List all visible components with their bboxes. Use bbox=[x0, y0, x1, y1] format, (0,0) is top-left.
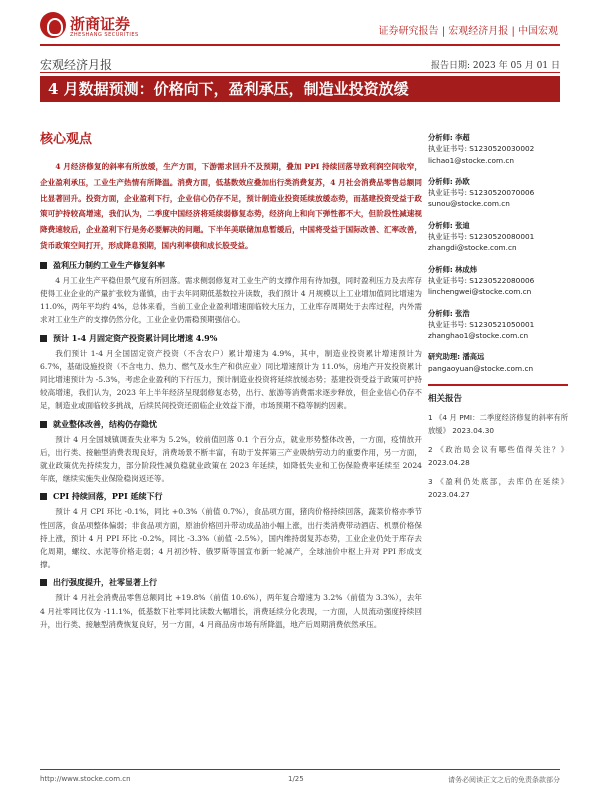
report-category-nav: 证券研究报告 | 宏观经济月报 | 中国宏观 bbox=[378, 26, 558, 37]
square-bullet-icon bbox=[40, 579, 47, 586]
analyst-card: 分析师: 孙欧 执业证书号: S1230520070006 sunou@stocke.com.cn bbox=[428, 176, 568, 210]
section-body: 预计 4 月全国城镇调查失业率为 5.2%，较前值回落 0.1 个百分点，就业形势整体改善，一方面，疫情放开后，出行类、接触型消费表现良好，消费场景不断丰富，有助于发挥第三产业吸纳劳动力的重要作用，另一方面，就业政策优先持续发力，部分阶段性减负稳就业政策在 2023 年延续，如降低失业和工伤保险费率延续至 2024 年底，继续实施失业保险稳岗返还等。 bbox=[40, 434, 422, 484]
header-divider bbox=[40, 44, 560, 46]
section bbox=[40, 576, 422, 631]
analyst-email[interactable]: lichao1@stocke.com.cn bbox=[428, 155, 515, 165]
related-report-link[interactable]: 3 《盈利仍处底部，去库仍在延续》 2023.04.27 bbox=[428, 477, 568, 500]
title-divider bbox=[40, 72, 560, 73]
related-reports bbox=[428, 384, 568, 501]
section-heading: 出行强度提升，社零显著上行 bbox=[40, 576, 422, 589]
analyst-email[interactable]: linchengwei@stocke.com.cn bbox=[428, 287, 532, 297]
analyst-email[interactable]: sunou@stocke.com.cn bbox=[428, 199, 510, 209]
disclaimer-note: 请务必阅读正文之后的免责条款部分 bbox=[448, 776, 560, 784]
section bbox=[40, 418, 422, 486]
footer-divider bbox=[40, 769, 560, 770]
related-report-link[interactable]: 2 《政治局会议有哪些值得关注？》 2023.04.28 bbox=[428, 445, 568, 468]
report-date: 报告日期: 2023 年 05 月 01 日 bbox=[430, 61, 560, 71]
section-body: 我们预计 1-4 月全国固定资产投资（不含农户）累计增速为 4.9%，其中，制造业投资累计增速预计为 6.7%，基础设施投资（不含电力、热力、燃气及水生产和供应业）同比增速预计为 11.0%，房地产开发投资累计同比增速预计为 -5.3%，考虑企业盈利的下行压力，预计制造业投资将延续放缓态势；基建投资受益于政策可护持较高增速，我们认为，2023 年上半年经济呈现弱修复态势，出行、旅游等消费需求逐步释放，但企业信心仍存不足，制造业或面临较多挑战，后续民间投资还面临企业效益下滑，市场预期不稳等制约因素。 bbox=[40, 348, 422, 411]
analyst-card: 分析师: 张浩 执业证书号: S1230521050001 zhanghao1@stocke.com.cn bbox=[428, 308, 568, 342]
sidebar bbox=[428, 132, 568, 507]
related-heading: 相关报告 bbox=[428, 394, 463, 405]
core-summary: 4 月经济修复的斜率有所放缓，生产方面，下游需求回升不及预期，叠加 PPI 持续回落导致利润空间收窄，企业盈利承压，工业生产热情有所降温。消费方面，低基数效应叠加出行类消费复苏，4 月社会消费品零售总额同比显著回升。投资方面，企业盈利下行，企业信心仍存不足，预计制造业投资延续放缓态势，而基建投资受益于政策可护持较高增速，我们认为，二季度中国经济将延续弱修复态势，经济向上和向下弹性都不大，但阶段性减速视降费速较后，企业盈利下行是务必要解决的问题。下半年美联储加息暂缓后，中国将受益于国际改善、汇率改善，货币政策空间打开，形成降息预期，国内利率债和成长股受益。 bbox=[40, 162, 422, 250]
analyst-card: 研究助理: 潘高远 pangaoyuan@stocke.com.cn bbox=[428, 351, 568, 374]
logo-text: 浙商证券 bbox=[70, 15, 131, 33]
square-bullet-icon bbox=[40, 335, 47, 342]
section bbox=[40, 490, 422, 571]
core-heading: 核心观点 bbox=[40, 132, 93, 147]
logo-subtext: ZHESHANG SECURITIES bbox=[70, 32, 139, 38]
logo-icon bbox=[40, 12, 66, 38]
analyst-email[interactable]: zhangdi@stocke.com.cn bbox=[428, 243, 517, 253]
section-heading: 预计 1-4 月固定资产投资累计同比增速 4.9% bbox=[40, 332, 422, 345]
report-title: 4 月数据预测：价格向下，盈利承压，制造业投资放缓 bbox=[40, 76, 560, 102]
square-bullet-icon bbox=[40, 493, 47, 500]
analyst-card: 分析师: 林成炜 执业证书号: S1230522080006 linchengwei@stocke.com.cn bbox=[428, 264, 568, 298]
main-content bbox=[40, 128, 422, 631]
analyst-card: 分析师: 李超 执业证书号: S1230520030002 lichao1@stocke.com.cn bbox=[428, 132, 568, 166]
analyst-card: 分析师: 张迪 执业证书号: S1230520080001 zhangdi@stocke.com.cn bbox=[428, 220, 568, 254]
footer-url[interactable]: http://www.stocke.com.cn bbox=[40, 775, 131, 783]
section-heading: 就业整体改善，结构仍存隐忧 bbox=[40, 418, 422, 431]
section bbox=[40, 259, 422, 327]
report-type: 宏观经济月报 bbox=[40, 58, 113, 72]
company-logo bbox=[40, 12, 160, 44]
analyst-email[interactable]: pangaoyuan@stocke.com.cn bbox=[428, 363, 534, 373]
page-number: 1/25 bbox=[288, 775, 304, 783]
analyst-email[interactable]: zhanghao1@stocke.com.cn bbox=[428, 331, 529, 341]
section-body: 预计 4 月 CPI 环比 -0.1%，同比 +0.3%（前值 0.7%），食品项方面，猪肉价格持续回落，蔬菜价格亦季节性回落，食品项整体偏弱；非食品项方面，原油价格回升带动成品油小幅上涨，出行类消费带动酒店、机票价格保持上涨，预计 4 月 PPI 环比 -0.2%，同比 -3.3%（前值 -2.5%），国内维持弱复苏态势，工业企业仍处于库存去化周期，螺纹、水泥等价格走弱；4 月初沙特、俄罗斯等国宣布新一轮减产，全球油价中枢上升对 PPI 形成支撑。 bbox=[40, 507, 422, 570]
square-bullet-icon bbox=[40, 421, 47, 428]
section-body: 4 月工业生产平稳但景气度有所回落。需求侧弱修复对工业生产的支撑作用有待加强，同时盈利压力及去库存使得工业企业的产量扩张较为谨慎，由于去年同期低基数拉升读数，我们预计 4 月规模以上工业增加值同比增速为 11.0%，两年平均约 4%，总体来看，当前工业企业盈利增速面临较大压力，工业库存周期处于去库过程，内外需求对工业生产的支撑仍然分化，工业企业仍需稳预期强信心。 bbox=[40, 275, 422, 325]
related-report-link[interactable]: 1 《4 月 PMI：二季度经济修复的斜率有所放缓》 2023.04.30 bbox=[428, 413, 568, 436]
section-heading: 盈利压力制约工业生产修复斜率 bbox=[40, 259, 422, 272]
section bbox=[40, 332, 422, 413]
square-bullet-icon bbox=[40, 262, 47, 269]
section-heading: CPI 持续回落，PPI 延续下行 bbox=[40, 490, 422, 503]
section-body: 预计 4 月社会消费品零售总额同比 +19.8%（前值 10.6%），两年复合增速为 3.2%（前值为 3.3%），去年 4 月社零同比仅为 -11.1%，低基数下社零同比读数大幅增长，消费延续分化表现，一方面，人员流动强度持续回升，出行类、接触型消费恢复良好，另一方面，4 月商品房市场有所降温，地产后周期消费依然承压。 bbox=[40, 593, 422, 629]
